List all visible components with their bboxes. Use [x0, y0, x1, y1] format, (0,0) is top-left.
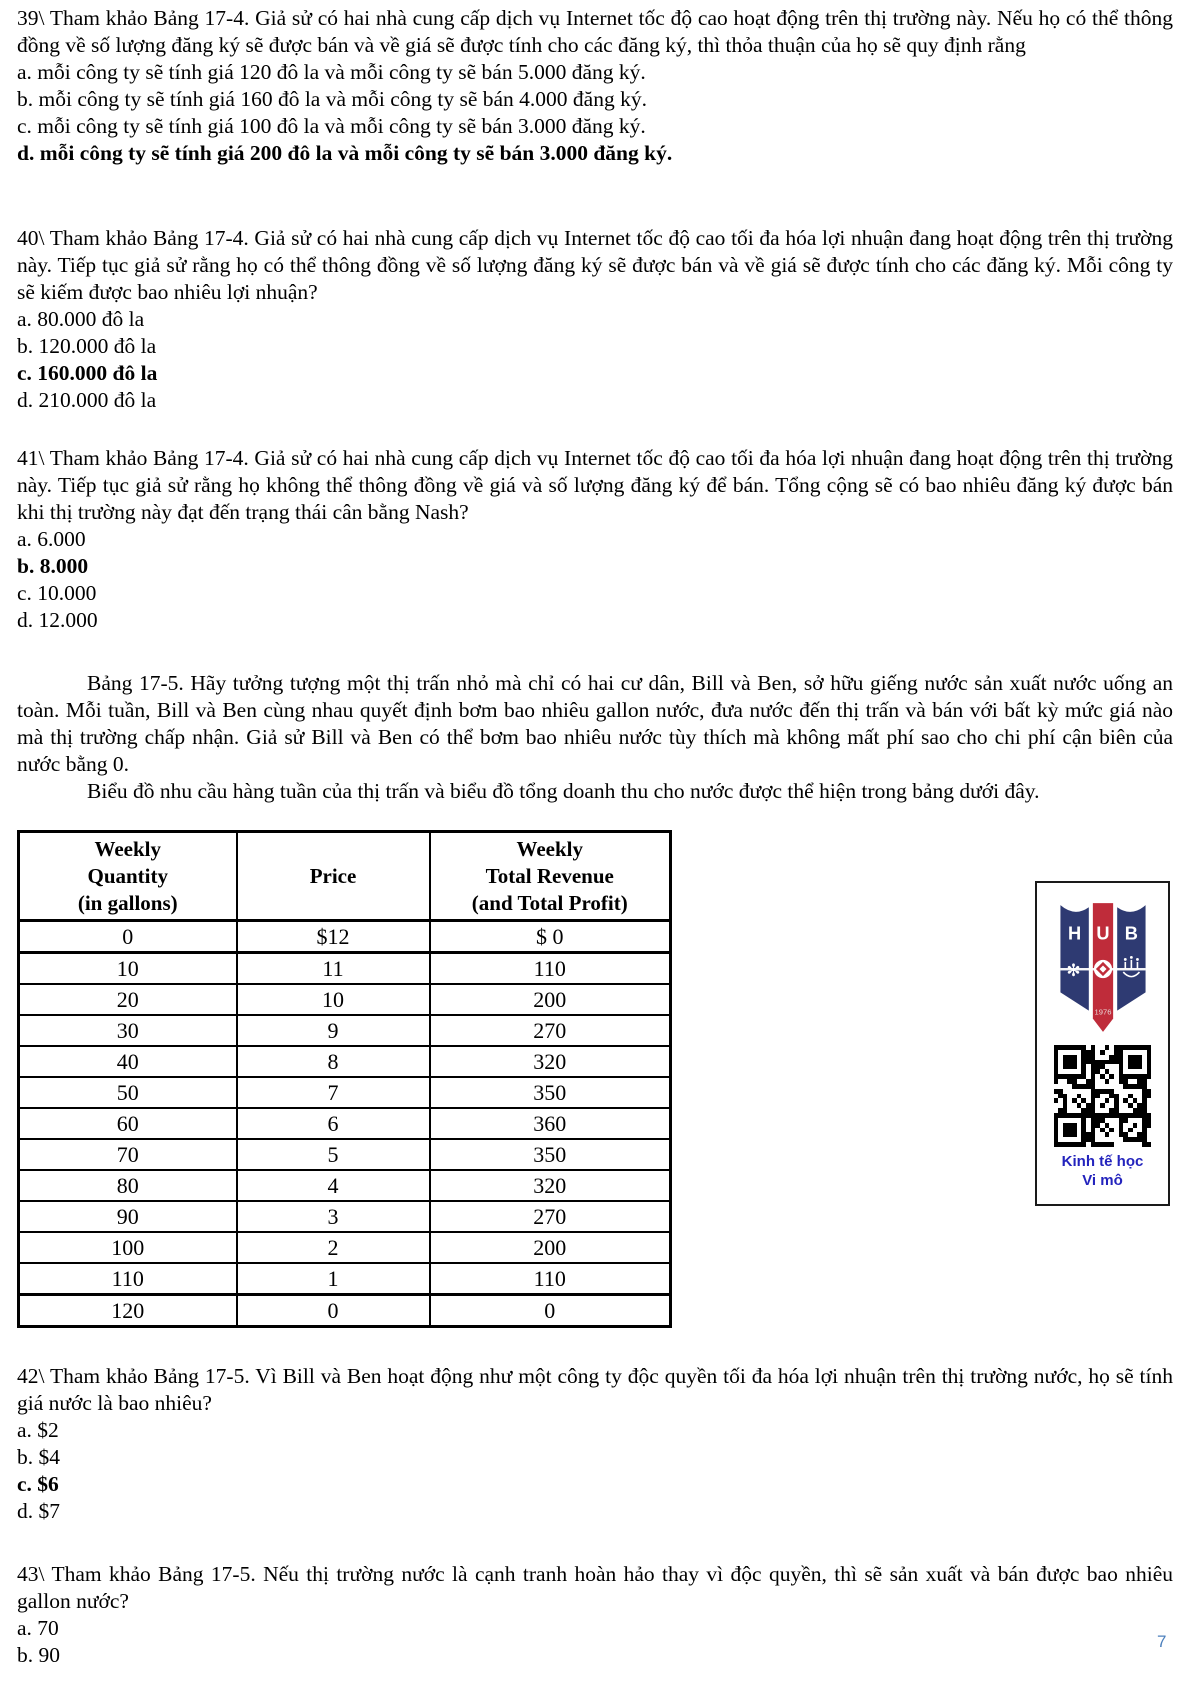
cell-revenue: 110: [430, 1263, 671, 1295]
question-43: [17, 1561, 1173, 1669]
question-42-option-c: c. $6: [17, 1472, 59, 1496]
cell-quantity: 50: [19, 1077, 237, 1108]
cell-price: 6: [237, 1108, 430, 1139]
question-43-option-b: b. 90: [17, 1643, 60, 1667]
table-row: [19, 1263, 671, 1295]
cell-quantity: 70: [19, 1139, 237, 1170]
table-row: [19, 1015, 671, 1046]
cell-quantity: 110: [19, 1263, 237, 1295]
cell-revenue: 110: [430, 953, 671, 985]
logo-caption-line1: Kinh tế học: [1061, 1153, 1144, 1170]
question-39: [17, 5, 1173, 194]
table-header-row: [19, 832, 671, 921]
cell-revenue: 350: [430, 1077, 671, 1108]
cell-quantity: 0: [19, 921, 237, 953]
question-40: [17, 225, 1173, 414]
logo-caption: [1062, 1152, 1144, 1190]
question-39-stem: 39\ Tham khảo Bảng 17-4. Giả sử có hai nhà cung cấp dịch vụ Internet tốc độ cao hoạt động trên thị trường này. Nếu họ có thể thông đồng về số lượng đăng ký sẽ được bán và về giá sẽ được tính cho các đăng ký, thì thỏa thuận của họ sẽ quy định rằng: [17, 6, 1173, 57]
cell-revenue: 360: [430, 1108, 671, 1139]
question-40-option-a: a. 80.000 đô la: [17, 307, 145, 331]
cell-price: 5: [237, 1139, 430, 1170]
cell-price: 3: [237, 1201, 430, 1232]
question-41-option-b: b. 8.000: [17, 554, 89, 578]
question-39-option-c: c. mỗi công ty sẽ tính giá 100 đô la và mỗi công ty sẽ bán 3.000 đăng ký.: [17, 114, 646, 138]
page-number: 7: [1157, 1632, 1167, 1651]
table-row: [19, 1077, 671, 1108]
cell-revenue: 320: [430, 1046, 671, 1077]
col-header-total-revenue: Weekly Total Revenue (and Total Profit): [430, 832, 671, 921]
question-40-option-b: b. 120.000 đô la: [17, 334, 157, 358]
table-row: [19, 1108, 671, 1139]
table-17-5-intro: Bảng 17-5. Hãy tưởng tượng một thị trấn nhỏ mà chỉ có hai cư dân, Bill và Ben, sở hữu giếng nước sản xuất nước uống an toàn. Mỗi tuần, Bill và Ben cùng nhau quyết định bơm bao nhiêu gallon nước, đưa nước đến thị trấn và bán với bất kỳ mức giá nào mà thị trường chấp nhận. Giả sử Bill và Ben có thể bơm bao nhiêu nước tùy thích mà không mất phí sao cho chi phí cận biên của nước bằng 0.: [17, 671, 1173, 776]
question-41-option-a: a. 6.000: [17, 527, 86, 551]
table-row: [19, 1139, 671, 1170]
cell-price: $12: [237, 921, 430, 953]
hub-letter-h: H: [1067, 922, 1081, 944]
cell-quantity: 60: [19, 1108, 237, 1139]
cell-price: 8: [237, 1046, 430, 1077]
cell-price: 1: [237, 1263, 430, 1295]
table-row: [19, 1232, 671, 1263]
cell-price: 4: [237, 1170, 430, 1201]
cell-quantity: 90: [19, 1201, 237, 1232]
cell-price: 11: [237, 953, 430, 985]
cell-revenue: 200: [430, 1232, 671, 1263]
hub-logo-shield: [1051, 891, 1155, 1043]
cell-quantity: 10: [19, 953, 237, 985]
table-row: [19, 1046, 671, 1077]
cell-price: 2: [237, 1232, 430, 1263]
qr-code: [1054, 1045, 1152, 1147]
col-header-weekly-quantity: Weekly Quantity (in gallons): [19, 832, 237, 921]
table-row: [19, 1201, 671, 1232]
hub-letter-b: B: [1124, 922, 1138, 944]
cell-quantity: 40: [19, 1046, 237, 1077]
table-17-5: [17, 830, 672, 1328]
table-17-5-note: Biểu đồ nhu cầu hàng tuần của thị trấn và biểu đồ tổng doanh thu cho nước được thể hiện trong bảng dưới đây.: [87, 779, 1040, 803]
cell-quantity: 80: [19, 1170, 237, 1201]
question-41-stem: 41\ Tham khảo Bảng 17-4. Giả sử có hai nhà cung cấp dịch vụ Internet tốc độ cao tối đa hóa lợi nhuận đang hoạt động trên thị trường này. Tiếp tục giả sử rằng họ không thể thông đồng về giá và số lượng đăng ký để bán. Tổng cộng sẽ có bao nhiêu đăng ký được bán khi thị trường này đạt đến trạng thái cân bằng Nash?: [17, 446, 1173, 524]
question-41: [17, 445, 1173, 634]
cell-quantity: 20: [19, 984, 237, 1015]
question-42-stem: 42\ Tham khảo Bảng 17-5. Vì Bill và Ben hoạt động như một công ty độc quyền tối đa hóa lợi nhuận trên thị trường nước, họ sẽ tính giá nước là bao nhiêu?: [17, 1364, 1173, 1415]
question-40-stem: 40\ Tham khảo Bảng 17-4. Giả sử có hai nhà cung cấp dịch vụ Internet tốc độ cao tối đa hóa lợi nhuận đang hoạt động trên thị trường này. Tiếp tục giả sử rằng họ có thể thông đồng về số lượng đăng ký sẽ được bán và về giá sẽ được tính cho các đăng ký. Mỗi công ty sẽ kiếm được bao nhiêu lợi nhuận?: [17, 226, 1173, 304]
branch-emblem-icon: ✻: [1065, 961, 1081, 981]
question-41-option-d: d. 12.000: [17, 608, 98, 632]
table-row: [19, 921, 671, 953]
question-39-option-a: a. mỗi công ty sẽ tính giá 120 đô la và mỗi công ty sẽ bán 5.000 đăng ký.: [17, 60, 646, 84]
question-39-option-d: d. mỗi công ty sẽ tính giá 200 đô la và mỗi công ty sẽ bán 3.000 đăng ký.: [17, 141, 673, 165]
cell-revenue: 320: [430, 1170, 671, 1201]
cell-revenue: 350: [430, 1139, 671, 1170]
founding-year: 1976: [1094, 1007, 1111, 1017]
question-43-stem: 43\ Tham khảo Bảng 17-5. Nếu thị trường nước là cạnh tranh hoàn hảo thay vì độc quyền, thì sẽ sản xuất và bán được bao nhiêu gallon nước?: [17, 1562, 1173, 1613]
cell-quantity: 120: [19, 1295, 237, 1327]
question-42-option-b: b. $4: [17, 1445, 60, 1469]
question-39-option-b: b. mỗi công ty sẽ tính giá 160 đô la và mỗi công ty sẽ bán 4.000 đăng ký.: [17, 87, 647, 111]
cell-revenue: 270: [430, 1201, 671, 1232]
cell-price: 7: [237, 1077, 430, 1108]
question-40-option-c: c. 160.000 đô la: [17, 361, 158, 385]
cell-price: 0: [237, 1295, 430, 1327]
hub-university-logo-box: [1035, 881, 1170, 1206]
table-row: [19, 953, 671, 985]
cell-quantity: 100: [19, 1232, 237, 1263]
cell-revenue: 0: [430, 1295, 671, 1327]
cell-revenue: $ 0: [430, 921, 671, 953]
cell-price: 9: [237, 1015, 430, 1046]
table-row: [19, 984, 671, 1015]
question-42-option-d: d. $7: [17, 1499, 60, 1523]
cell-revenue: 200: [430, 984, 671, 1015]
question-41-option-c: c. 10.000: [17, 581, 97, 605]
cell-revenue: 270: [430, 1015, 671, 1046]
cell-price: 10: [237, 984, 430, 1015]
logo-caption-line2: Vi mô: [1082, 1172, 1123, 1189]
question-42-option-a: a. $2: [17, 1418, 59, 1442]
hub-letter-u: U: [1095, 922, 1110, 944]
question-43-option-a: a. 70: [17, 1616, 59, 1640]
question-40-option-d: d. 210.000 đô la: [17, 388, 157, 412]
table-row: [19, 1295, 671, 1327]
question-42: [17, 1363, 1173, 1525]
cell-quantity: 30: [19, 1015, 237, 1046]
col-header-price: Price: [237, 832, 430, 921]
table-row: [19, 1170, 671, 1201]
